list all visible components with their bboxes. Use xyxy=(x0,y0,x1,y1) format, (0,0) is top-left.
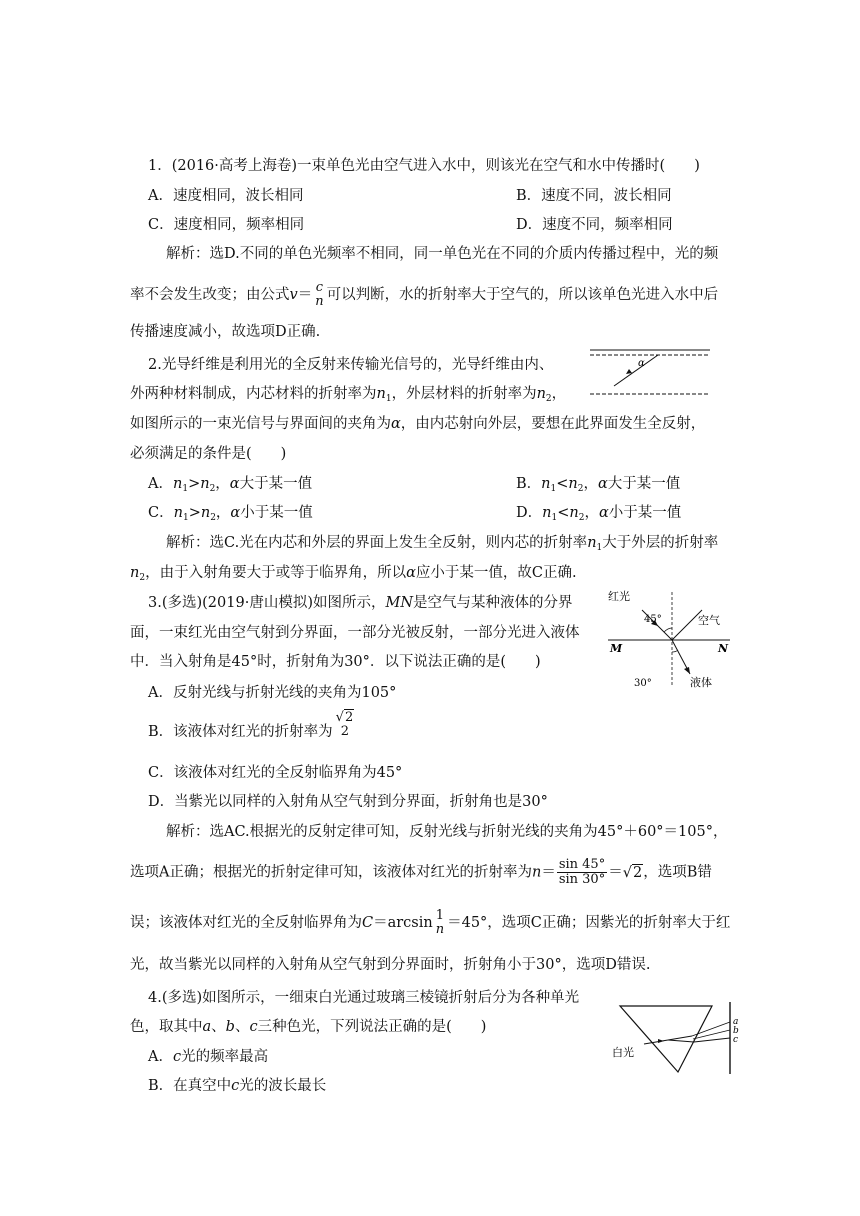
q3-option-c: C．该液体对红光的全反射临界角为45° xyxy=(148,765,403,781)
q3-option-a: A．反射光线与折射光线的夹角为105° xyxy=(148,685,397,701)
air-label: 空气 xyxy=(698,614,720,627)
ray-c xyxy=(694,1038,730,1042)
q2-option-b: B．$n_1<n_2$，α大于某一值 xyxy=(516,476,681,494)
q1-analysis-line-3: 传播速度减小，故选项D正确. xyxy=(130,324,321,340)
q3-stem-line-1: 3.(多选)(2019·唐山模拟)如图所示，MN是空气与某种液体的分界 xyxy=(148,595,573,611)
q2-option-d: D．$n_1<n_2$，α小于某一值 xyxy=(516,505,682,523)
q2-stem-line-1: 2.光导纤维是利用光的全反射来传输光信号的，光导纤维由内、 xyxy=(148,357,554,373)
q1-option-d: D．速度不同，频率相同 xyxy=(516,217,673,233)
q3-stem-line-2: 面，一束红光由空气射到分界面，一部分光被反射，一部分光进入液体 xyxy=(130,625,580,641)
light-ray xyxy=(614,355,658,386)
q3-analysis-line-2: 选项A正确；根据光的折射定律可知，该液体对红光的折射率为n＝ $\frac{\sin 45^\circ}{\sin 30^\circ}$ ＝√2，选项B错 xyxy=(130,857,712,887)
q1-option-b: B．速度不同，波长相同 xyxy=(516,188,672,204)
ray-a xyxy=(692,1022,730,1036)
c-label: c xyxy=(733,1035,739,1045)
refracted-arrow-icon xyxy=(684,667,690,674)
q3-stem-line-3: 中．当入射角是45°时，折射角为30°．以下说法正确的是( ) xyxy=(130,654,541,670)
prism-triangle xyxy=(620,1006,712,1072)
q3-analysis-line-1: 解析：选AC.根据光的反射定律可知，反射光线与折射光线的夹角为45°＋60°＝105°， xyxy=(166,824,728,840)
q2-stem-line-3: 如图所示的一束光信号与界面间的夹角为α，由内芯射向外层，要想在此界面发生全反射， xyxy=(130,416,706,432)
white-light-arrow-icon xyxy=(658,1039,664,1043)
white-light-ray xyxy=(644,1040,668,1044)
q1-option-a: A．速度相同，波长相同 xyxy=(148,188,304,204)
a-label: a xyxy=(733,1017,739,1027)
alpha-label: α xyxy=(638,358,645,369)
ray-arrow-icon xyxy=(626,369,632,374)
q3-analysis-line-3: 误；该液体对红光的全反射临界角为C＝arcsin 1 n ＝45°，选项C正确；因紫光的折射率大于红 xyxy=(130,908,731,937)
inner-ray-1 xyxy=(668,1036,692,1040)
q2-option-c: C．$n_1>n_2$，α小于某一值 xyxy=(148,505,313,523)
m-label: M xyxy=(610,642,623,655)
q3-refraction-figure xyxy=(606,586,732,690)
q3-option-b: B．该液体对红光的折射率为 √2 2 xyxy=(148,710,354,740)
q3-analysis-line-4: 光，故当紫光以同样的入射角从空气射到分界面时，折射角小于30°，选项D错误. xyxy=(130,957,651,973)
q4-stem-line-1: 4.(多选)如图所示，一细束白光通过玻璃三棱镜折射后分为各种单光 xyxy=(148,990,580,1006)
q3-option-d: D．当紫光以同样的入射角从空气射到分界面，折射角也是30° xyxy=(148,794,548,810)
liquid-label: 液体 xyxy=(690,676,712,689)
q2-stem-line-4: 必须满足的条件是( ) xyxy=(130,446,287,462)
q2-fiber-figure xyxy=(586,342,714,404)
incident-angle-arc xyxy=(664,628,672,632)
q1-option-c: C．速度相同，频率相同 xyxy=(148,217,305,233)
q1-analysis-line-1: 解析：选D.不同的单色光频率不相同，同一单色光在不同的介质内传播过程中，光的频 xyxy=(166,246,719,262)
q4-option-b: B．在真空中c光的波长最长 xyxy=(148,1078,327,1094)
q2-stem-line-2: 外两种材料制成，内芯材料的折射率为$n_1$，外层材料的折射率为$n_2$， xyxy=(130,386,567,404)
inner-ray-2 xyxy=(668,1040,694,1042)
red-light-label: 红光 xyxy=(608,590,630,603)
q2-analysis-line-2: $n_2$，由于入射角要大于或等于临界角，所以α应小于某一值，故C正确. xyxy=(130,565,577,583)
white-light-label: 白光 xyxy=(612,1046,634,1059)
q2-analysis-line-1: 解析：选C.光在内芯和外层的界面上发生全反射，则内芯的折射率$n_1$大于外层的折射率 xyxy=(166,535,719,553)
q2-option-a: A．$n_1>n_2$，α大于某一值 xyxy=(148,476,313,494)
q1-stem: 1．(2016·高考上海卷)一束单色光由空气进入水中，则该光在空气和水中传播时( ) xyxy=(148,158,700,174)
q1-analysis-line-2: 率不会发生改变；由公式v＝ c n 可以判断，水的折射率大于空气的，所以该单色光进入水中后 xyxy=(130,280,719,309)
b-label: b xyxy=(733,1026,739,1036)
angle-45-label: 45° xyxy=(644,614,662,625)
angle-30-label: 30° xyxy=(634,678,652,689)
q4-prism-figure xyxy=(606,1002,746,1074)
q4-stem-line-2: 色，取其中a、b、c三种色光，下列说法正确的是( ) xyxy=(130,1019,487,1035)
q4-option-a: A．c光的频率最高 xyxy=(148,1049,269,1065)
n-label: N xyxy=(718,642,729,655)
